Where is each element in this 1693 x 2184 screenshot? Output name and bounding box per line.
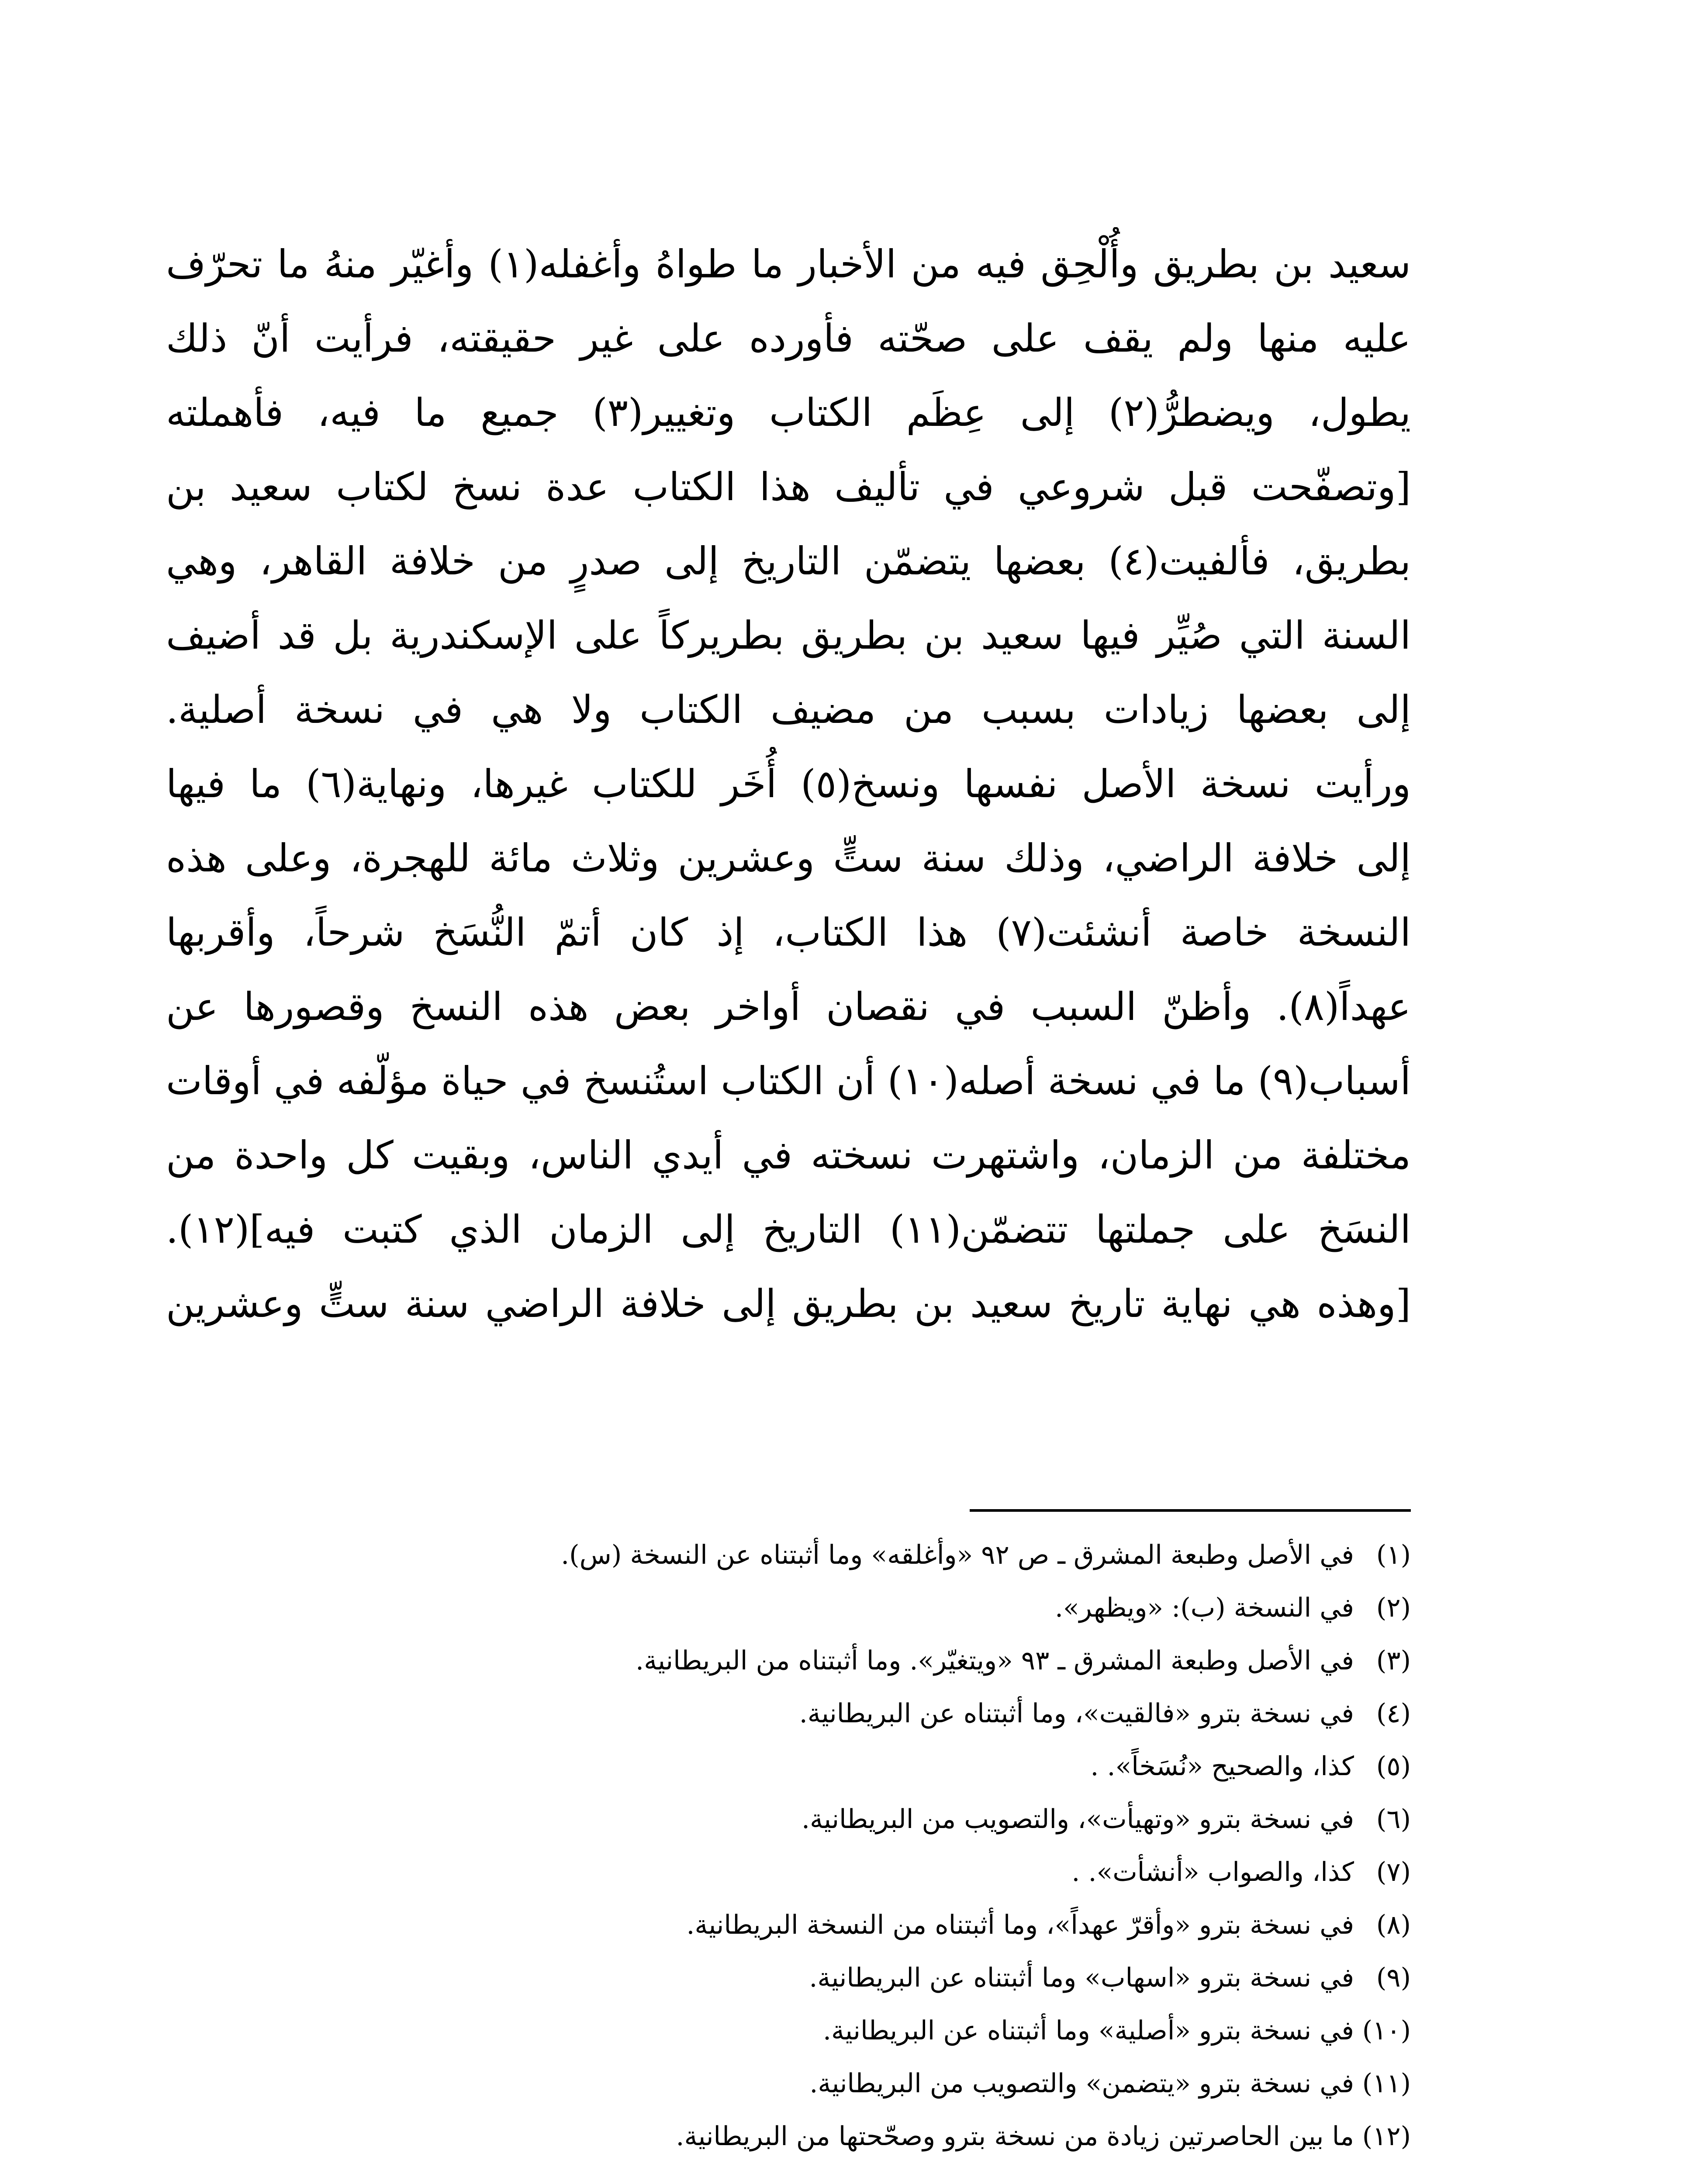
footnote-number: (١) — [1376, 1540, 1411, 1570]
footnote — [450, 1740, 1411, 1793]
text-line: أسباب(٩) ما في نسخة أصله(١٠) أن الكتاب استُنسخ في حياة مؤلّفه في أوقات — [166, 1058, 1411, 1103]
footnote-text: في الأصل وطبعة المشرق ـ ٩٣ «ويتغيّر». وما أثبتناه من البريطانية. — [636, 1645, 1354, 1676]
footnote-text: في النسخة (ب): «ويظهر». — [1054, 1593, 1354, 1623]
text-line: النسخة خاصة أنشئت(٧) هذا الكتاب، إذ كان أتمّ النُّسَخ شرحاً، وأقربها — [166, 910, 1411, 955]
footnote-number: (٦) — [1376, 1804, 1411, 1835]
footnote — [450, 1582, 1411, 1635]
footnote — [450, 1952, 1411, 2004]
footnote — [450, 1687, 1411, 1740]
footnote-text: في نسخة بترو «وأقرّ عهداً»، وما أثبتناه من النسخة البريطانية. — [686, 1910, 1354, 1940]
footnote-number: (٥) — [1376, 1751, 1411, 1782]
footnote-number: (٢) — [1376, 1593, 1411, 1623]
text-line: بطريق، فألفيت(٤) بعضها يتضمّن التاريخ إلى صدرٍ من خلافة القاهر، وهي — [166, 539, 1411, 584]
text-line: إلى خلافة الراضي، وذلك سنة ستٍّ وعشرين وثلاث مائة للهجرة، وعلى هذه — [166, 836, 1411, 881]
text-line: عهداً(٨). وأظنّ السبب في نقصان أواخر بعض هذه النسخ وقصورها عن — [166, 984, 1411, 1029]
footnote-text: في نسخة بترو «وتهيأت»، والتصويب من البريطانية. — [801, 1804, 1354, 1835]
main-text-block — [166, 227, 1411, 1341]
footnote-number: (٨) — [1376, 1910, 1411, 1940]
text-line: عليه منها ولم يقف على صحّته فأورده على غير حقيقته، فرأيت أنّ ذلك — [166, 316, 1411, 361]
footnote-number: (٩) — [1376, 1963, 1411, 1993]
footnote-number: (٤) — [1376, 1698, 1411, 1729]
footnote — [450, 1635, 1411, 1687]
footnote-text: في نسخة بترو «فالقيت»، وما أثبتناه عن البريطانية. — [799, 1698, 1354, 1729]
text-line: [وتصفّحت قبل شروعي في تأليف هذا الكتاب عدة نسخ لكتاب سعيد بن — [166, 464, 1411, 509]
footnote — [450, 2110, 1411, 2163]
footnote-number: (١١) — [1362, 2068, 1411, 2099]
footnote-number: (٧) — [1376, 1857, 1411, 1887]
footnote-separator — [970, 1509, 1411, 1512]
footnote-number: (٣) — [1376, 1645, 1411, 1676]
footnote-text: كذا، والصواب «أنشأت». . — [1071, 1857, 1354, 1887]
text-line: السنة التي صُيِّر فيها سعيد بن بطريق بطريركاً على الإسكندرية بل قد أضيف — [166, 613, 1411, 658]
footnote — [450, 1529, 1411, 1582]
text-line: سعيد بن بطريق وأُلْحِق فيه من الأخبار ما طواهُ وأغفله(١) وأغيّر منهُ ما تحرّف — [166, 242, 1411, 287]
text-line: [وهذه هي نهاية تاريخ سعيد بن بطريق إلى خلافة الراضي سنة ستٍّ وعشرين — [166, 1281, 1411, 1326]
footnote-text: ما بين الحاصرتين زيادة من نسخة بترو وصحّحتها من البريطانية. — [676, 2121, 1354, 2152]
footnote-text: في نسخة بترو «اسهاب» وما أثبتناه عن البريطانية. — [809, 1963, 1354, 1993]
text-line: النسَخ على جملتها تتضمّن(١١) التاريخ إلى الزمان الذي كتبت فيه](١٢). — [166, 1207, 1411, 1252]
footnote — [450, 2004, 1411, 2057]
footnote-text: كذا، والصحيح «نُسَخاً». . — [1090, 1751, 1354, 1782]
footnote-text: في نسخة بترو «أصلية» وما أثبتناه عن البريطانية. — [822, 2015, 1354, 2046]
text-line: ورأيت نسخة الأصل نفسها ونسخ(٥) أُخَر للكتاب غيرها، ونهاية(٦) ما فيها — [166, 761, 1411, 806]
footnote-number: (١٠) — [1362, 2015, 1411, 2046]
text-line: مختلفة من الزمان، واشتهرت نسخته في أيدي الناس، وبقيت كل واحدة من — [166, 1133, 1411, 1178]
footnotes — [450, 1529, 1411, 2163]
text-line: إلى بعضها زيادات بسبب من مضيف الكتاب ولا هي في نسخة أصلية. — [166, 687, 1411, 732]
footnote-text: في الأصل وطبعة المشرق ـ ص ٩٢ «وأغلقه» وما أثبتناه عن النسخة (س). — [561, 1540, 1354, 1570]
footnote — [450, 1899, 1411, 1952]
text-line: يطول، ويضطرُّ(٢) إلى عِظَم الكتاب وتغيير(٣) جميع ما فيه، فأهملته — [166, 390, 1411, 435]
footnote — [450, 1846, 1411, 1899]
footnote-number: (١٢) — [1362, 2121, 1411, 2152]
footnote — [450, 2057, 1411, 2110]
footnote — [450, 1793, 1411, 1846]
footnote-text: في نسخة بترو «يتضمن» والتصويب من البريطانية. — [809, 2068, 1354, 2099]
